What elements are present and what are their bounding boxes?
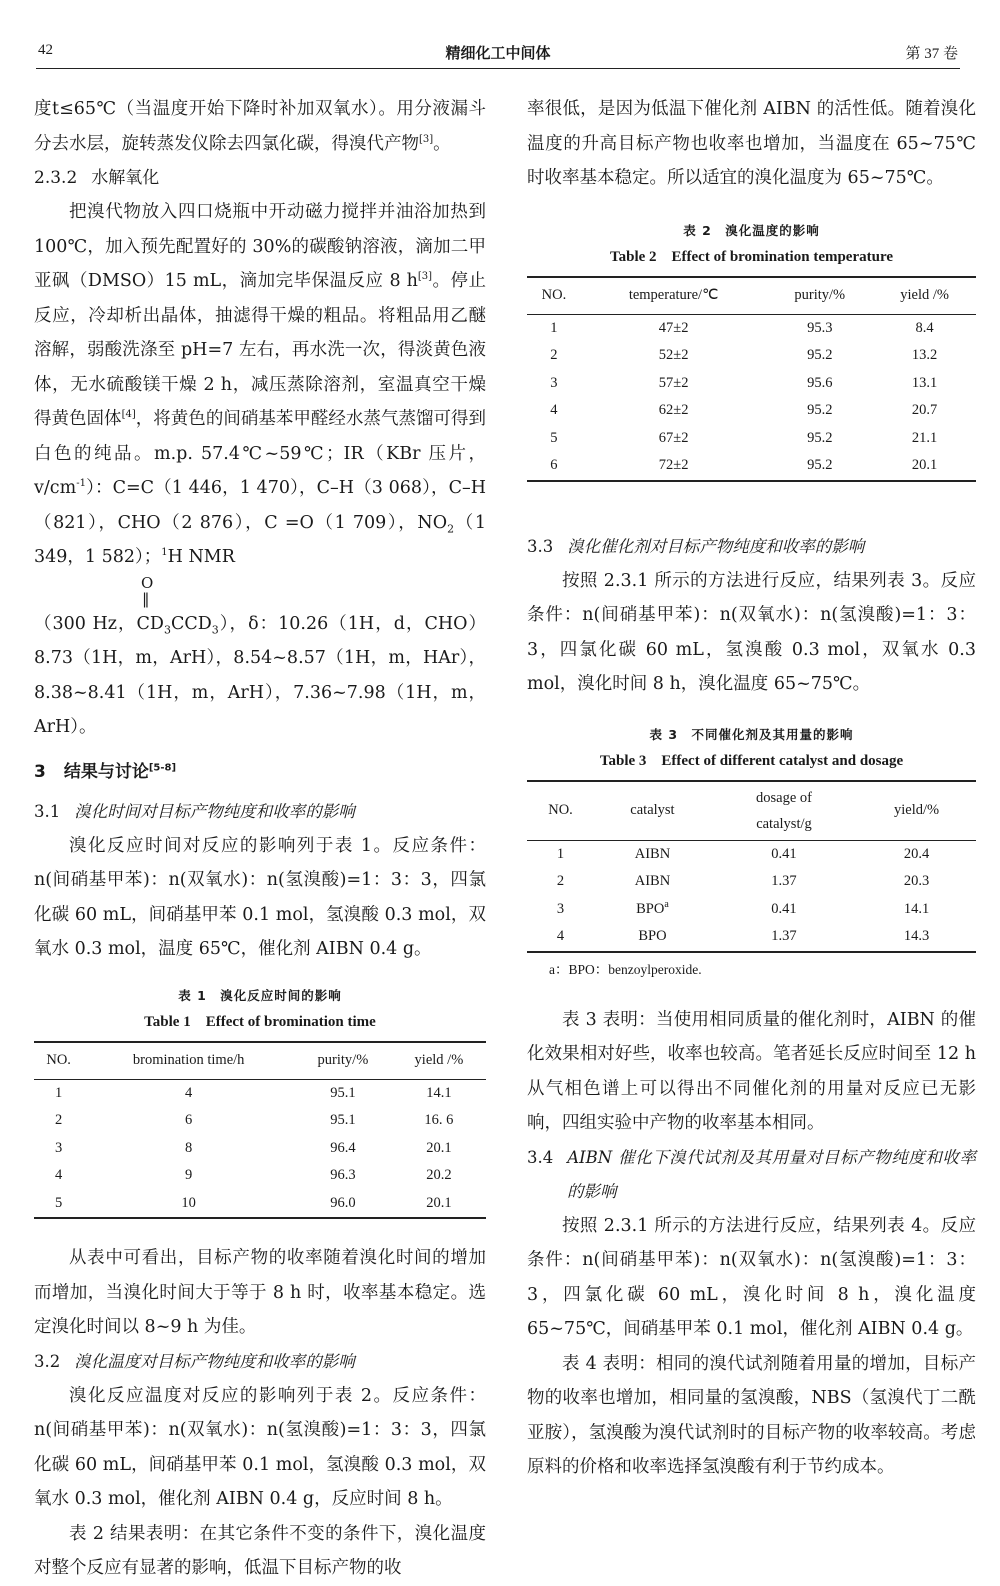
paragraph: 把溴代物放入四口烧瓶中开动磁力搅拌并油浴加热到 100℃，加入预先配置好的 30%的碳酸钠溶液，滴加二甲亚砜（DMSO）15 mL，滴加完毕保温反应 8 h[3]。停止反应，冷却析出晶体，抽滤得干燥的粗品。将粗品用乙醚溶解，弱酸洗涤至 pH=7 左右，再水洗一次，得淡黄色液体，无水硫酸镁干燥 2 h，减压蒸除溶剂，室温真空干燥得黄色固体[4]，将黄色的间硝基苯甲醛经水蒸气蒸馏可得到白色的纯品。m.p. 57.4℃~59℃；IR（KBr 压片，$v/cm^{-1}$）：C=C（1 446，1 470），C–H（3 068），C–H（821），CHO（2 876），C =O（1 709），$NO_2(1$ 349，1 582）；$^1$H NMR: [34, 202, 487, 567]
table-row: 4 9 96.3 20.2: [55, 1167, 452, 1184]
table-row: 2 AIBN 1.37 20.3: [556, 873, 930, 890]
table-1: [34, 983, 486, 1220]
section-heading-3-2: 3.2 溴化温度对目标产物纯度和收率的影响: [34, 1351, 355, 1371]
table-row: 2 52±2 95.2 13.2: [550, 347, 938, 364]
journal-title: 精细化工中间体: [445, 46, 551, 62]
section-heading-3: 3 结果与讨论[5-8]: [34, 761, 177, 782]
table-row: 4 BPO 1.37 14.3: [527, 923, 976, 952]
section-heading-3-4: 3.4 AIBN 催化下溴代试剂及其用量对目标产物纯度和收率的影响: [527, 1147, 976, 1201]
paragraph: 表 2 结果表明：在其它条件不变的条件下，溴化温度对整个反应有显著的影响，低温下目标产物的收: [34, 1523, 486, 1578]
table-2-caption-en: Table 2 Effect of bromination temperature: [609, 248, 894, 265]
paragraph: 从表中可看出，目标产物的收率随着溴化时间的增加而增加，当溴化时间大于等于 8 h 时，收率基本稳定。选定溴化时间以 8~9 h 为佳。: [34, 1248, 486, 1337]
volume-number: 第 37 卷: [905, 46, 958, 62]
table-row: 6 72±2 95.2 20.1: [527, 452, 976, 481]
table-3: [527, 722, 976, 981]
table-3-footnote: a：BPO：benzoylperoxide.: [549, 961, 702, 977]
page-number: 42: [38, 42, 53, 58]
table-row: 5 67±2 95.2 21.1: [550, 429, 938, 446]
table-header-row: NO. temperature/℃ purity/% yield /%: [527, 277, 976, 315]
section-heading-2-3-2: 2.3.2 水解氧化: [34, 168, 160, 188]
paragraph: 度t≤65℃（当温度开始下降时补加双氧水）。用分液漏斗分去水层，旋转蒸发仪除去四氯化碳，得溴代产物[3]。: [34, 99, 486, 154]
table-header-row: NO. catalyst dosage of catalyst/g yield/%: [527, 781, 976, 841]
table-row: 3 8 96.4 20.1: [55, 1139, 452, 1156]
paragraph: 表 4 表明：相同的溴代试剂随着用量的增加，目标产物的收率也增加，相同量的氢溴酸，NBS（氢溴代丁二酰亚胺），氢溴酸为溴代试剂时的目标产物的收率较高。考虑原料的价格和收率选择氢溴酸有利于节约成本。: [527, 1353, 976, 1477]
paragraph: （300 Hz，$CD_3CCD_3$），δ：10.26（1H，d，CHO）8.73（1H，m，ArH），8.54~8.57（1H，m，HAr），8.38~8.41（1H，m，ArH），7.36~7.98（1H，m，ArH）。: [34, 613, 486, 737]
paragraph: 率很低，是因为低温下催化剂 AIBN 的活性低。随着溴化温度的升高目标产物也收率也增加，当温度在 65~75℃时收率基本稳定。所以适宜的溴化温度为 65~75℃。: [527, 99, 976, 188]
table-row: 4 62±2 95.2 20.7: [550, 402, 938, 419]
left-column: [34, 92, 486, 1586]
table-3-caption-en: Table 3 Effect of different catalyst and dosage: [599, 752, 904, 769]
table-row: 3 BPO$^a$ 0.41 14.1: [556, 898, 930, 917]
table-row: 2 6 95.1 16. 6: [55, 1112, 454, 1129]
paragraph: 按照 2.3.1 所示的方法进行反应，结果列表 3。反应条件：n(间硝基甲苯)：n(双氧水)：n(氢溴酸)=1：3：3，四氯化碳 60 mL，氢溴酸 0.3 mol，双氧水 0.3 mol，溴化时间 8 h，溴化温度 65~75℃。: [527, 570, 976, 694]
paragraph: 溴化反应时间对反应的影响列于表 1。反应条件：n(间硝基甲苯)：n(双氧水)：n(氢溴酸)=1：3：3，四氯化碳 60 mL，间硝基甲苯 0.1 mol，氢溴酸 0.3 mol，双氧水 0.3 mol，温度 65℃，催化剂 AIBN 0.4 g。: [34, 835, 486, 959]
paragraph: 溴化反应温度对反应的影响列于表 2。反应条件：n(间硝基甲苯)：n(双氧水)：n(氢溴酸)=1：3：3，四氯化碳 60 mL，间硝基甲苯 0.1 mol，氢溴酸 0.3 mol，双氧水 0.3 mol，催化剂 AIBN 0.4 g，反应时间 8 h。: [34, 1385, 486, 1509]
running-header: [36, 38, 960, 69]
right-column: [527, 92, 976, 1485]
section-heading-3-3: 3.3 溴化催化剂对目标产物纯度和收率的影响: [527, 536, 865, 556]
paragraph: 按照 2.3.1 所示的方法进行反应，结果列表 4。反应条件：n(间硝基甲苯)：n(双氧水)：n(氢溴酸)=1：3：3，四氯化碳 60 mL，溴化时间 8 h，溴化温度 65~75℃，间硝基甲苯 0.1 mol，催化剂 AIBN 0.4 g。: [527, 1215, 976, 1339]
table-1-caption-cn: 表 1 溴化反应时间的影响: [178, 987, 342, 1003]
table-row: 1 47±2 95.3 8.4: [550, 319, 934, 336]
table-row: 3 57±2 95.6 13.1: [550, 374, 938, 391]
table-row: 1 4 95.1 14.1: [55, 1084, 452, 1101]
section-heading-3-1: 3.1 溴化时间对目标产物纯度和收率的影响: [34, 801, 355, 821]
table-2-caption-cn: 表 2 溴化温度的影响: [683, 222, 820, 238]
table-2: [527, 218, 976, 482]
table-3-caption-cn: 表 3 不同催化剂及其用量的影响: [649, 726, 854, 742]
table-row: 1 AIBN 0.41 20.4: [556, 845, 930, 862]
paragraph: 表 3 表明：当使用相同质量的催化剂时，AIBN 的催化效果相对好些，收率也较高。笔者延长反应时间至 12 h 从气相色谱上可以得出不同催化剂的用量对反应已无影响，四组实验中产物的收率基本相同。: [527, 1009, 976, 1133]
carbonyl-structure-mark: O ‖: [141, 573, 154, 608]
table-row: 5 10 96.0 20.1: [34, 1190, 486, 1219]
table-header-row: NO. bromination time/h purity/% yield /%: [34, 1042, 486, 1080]
table-1-caption-en: Table 1 Effect of bromination time: [144, 1013, 376, 1030]
